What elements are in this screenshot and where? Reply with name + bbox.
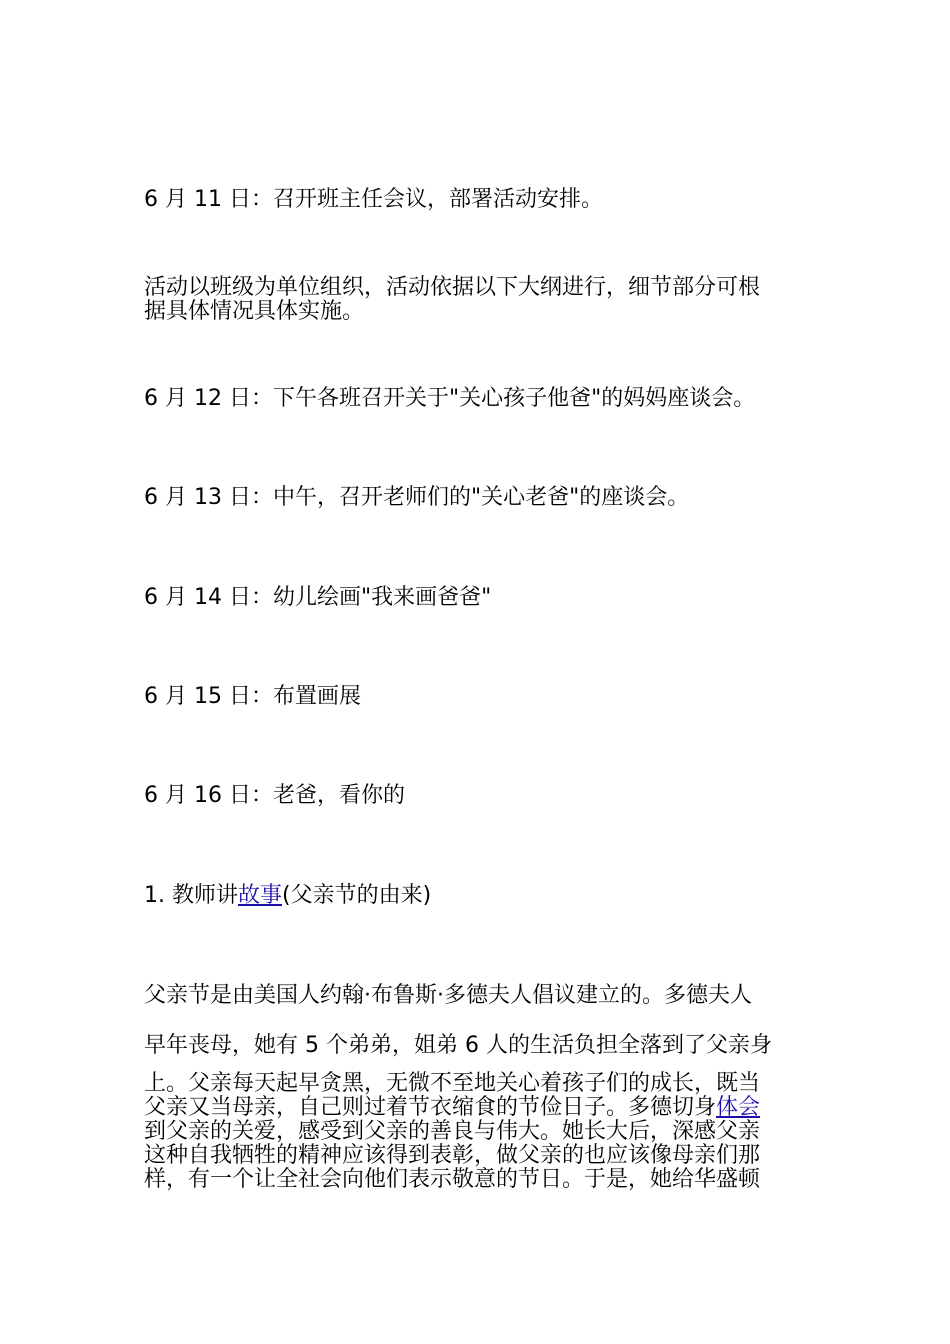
story-line-4-text: 父亲又当母亲，自己则过着节衣缩食的节俭日子。多德切身 [144,1095,717,1120]
story-heading [144,884,814,908]
story-line-5: 到父亲的关爱，感受到父亲的善良与伟大。她长大后，深感父亲 [144,1119,761,1144]
story-line-7: 样，有一个让全社会向他们表示敬意的节日。于是，她给华盛顿 [144,1167,761,1192]
story-line-2: 早年丧母，她有 5 个弟弟，姐弟 6 人的生活负担全落到了父亲身 [144,1033,772,1058]
story-line-3: 上。父亲每天起早贪黑，无微不至地关心着孩子们的成长，既当 [144,1071,761,1096]
activity-description-line-1: 活动以班级为单位组织，活动依据以下大纲进行，细节部分可根 [144,275,761,300]
schedule-jun-15: 6 月 15 日：布置画展 [144,684,361,709]
story-line-6: 这种自我牺牲的精神应该得到表彰，做父亲的也应该像母亲们那 [144,1143,761,1168]
story-heading-prefix: 1. 教师讲 [144,883,238,908]
story-line-1: 父亲节是由美国人约翰·布鲁斯·多德夫人倡议建立的。多德夫人 [144,983,752,1008]
schedule-jun-12: 6 月 12 日：下午各班召开关于"关心孩子他爸"的妈妈座谈会。 [144,386,756,411]
schedule-jun-13: 6 月 13 日：中午，召开老师们的"关心老爸"的座谈会。 [144,485,690,510]
schedule-jun-16: 6 月 16 日：老爸，看你的 [144,783,405,808]
story-heading-suffix: (父亲节的由来) [282,883,432,908]
experience-link[interactable]: 体会 [716,1095,761,1120]
story-line-4 [144,1096,814,1120]
story-link[interactable]: 故事 [237,883,282,908]
schedule-jun-14: 6 月 14 日：幼儿绘画"我来画爸爸" [144,585,492,610]
activity-description-line-2: 据具体情况具体实施。 [144,299,365,324]
schedule-jun-11: 6 月 11 日：召开班主任会议，部署活动安排。 [144,187,603,212]
